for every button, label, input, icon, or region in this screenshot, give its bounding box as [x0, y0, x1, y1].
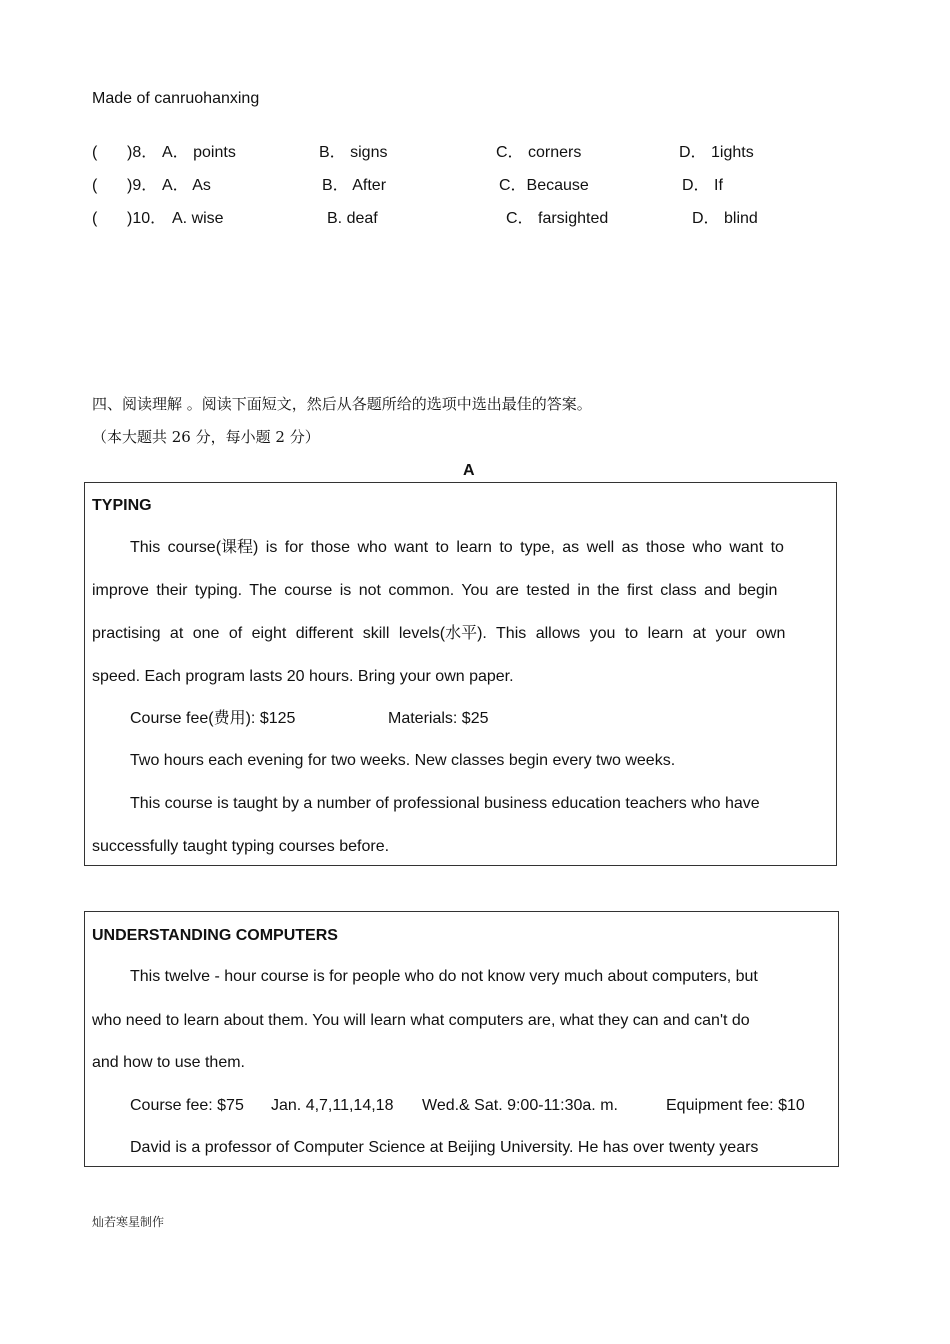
question-paren: ( — [92, 177, 98, 194]
typing-fee: Course fee(费用): $125 — [130, 710, 296, 727]
option-a: A． As — [162, 177, 211, 194]
computers-paragraph-line: who need to learn about them. You will learn what computers are, what they can and can't do — [92, 1012, 750, 1029]
option-c: C． corners — [496, 144, 582, 161]
computers-equipment: Equipment fee: $10 — [666, 1097, 805, 1114]
passage-label: A — [463, 462, 475, 479]
typing-schedule: Two hours each evening for two weeks. New classes begin every two weeks. — [130, 752, 676, 769]
footer-text: 灿若寒星制作 — [92, 1215, 165, 1229]
computers-paragraph-line: This twelve - hour course is for people who do not know very much about computers, but — [130, 968, 758, 985]
option-d: D． blind — [692, 210, 758, 227]
computers-time: Wed.& Sat. 9:00-11:30a. m. — [422, 1097, 618, 1114]
question-number: )9． — [127, 177, 158, 194]
typing-paragraph-line: improve their typing. The course is not common. You are tested in the first class and begin — [92, 582, 778, 599]
typing-materials: Materials: $25 — [388, 710, 489, 727]
computers-paragraph-line: and how to use them. — [92, 1054, 245, 1071]
option-b: B． After — [322, 177, 387, 194]
option-a: A． points — [162, 144, 236, 161]
option-c: C．Because — [499, 177, 589, 194]
option-d: D． If — [682, 177, 723, 194]
computers-box — [84, 911, 839, 1167]
header-line: Made of canruohanxing — [92, 90, 260, 107]
option-b: B. deaf — [327, 210, 378, 227]
option-b: B． signs — [319, 144, 388, 161]
typing-paragraph-line: speed. Each program lasts 20 hours. Bring your own paper. — [92, 668, 514, 685]
computers-teacher-line: David is a professor of Computer Science at Beijing University. He has over twenty years — [130, 1139, 759, 1156]
typing-paragraph-line: This course(课程) is for those who want to learn to type, as well as those who want to — [130, 539, 784, 556]
question-paren: ( — [92, 210, 98, 227]
computers-dates: Jan. 4,7,11,14,18 — [271, 1097, 394, 1114]
option-d: D． 1ights — [679, 144, 754, 161]
option-c: C． farsighted — [506, 210, 609, 227]
question-paren: ( — [92, 144, 98, 161]
question-number: )10． — [127, 210, 167, 227]
computers-title: UNDERSTANDING COMPUTERS — [92, 927, 338, 944]
section-note: （本大题共 26 分，每小题 2 分） — [92, 428, 320, 446]
option-a: A. wise — [172, 210, 224, 227]
section-title: 四、阅读理解 。阅读下面短文，然后从各题所给的选项中选出最佳的答案。 — [92, 395, 592, 413]
typing-teacher-line: successfully taught typing courses before. — [92, 838, 390, 855]
computers-fee: Course fee: $75 — [130, 1097, 244, 1114]
question-number: )8． — [127, 144, 158, 161]
typing-teacher-line: This course is taught by a number of professional business education teachers who have — [130, 795, 760, 812]
typing-title: TYPING — [92, 497, 152, 514]
typing-paragraph-line: practising at one of eight different skill levels(水平). This allows you to learn at your own — [92, 625, 786, 642]
